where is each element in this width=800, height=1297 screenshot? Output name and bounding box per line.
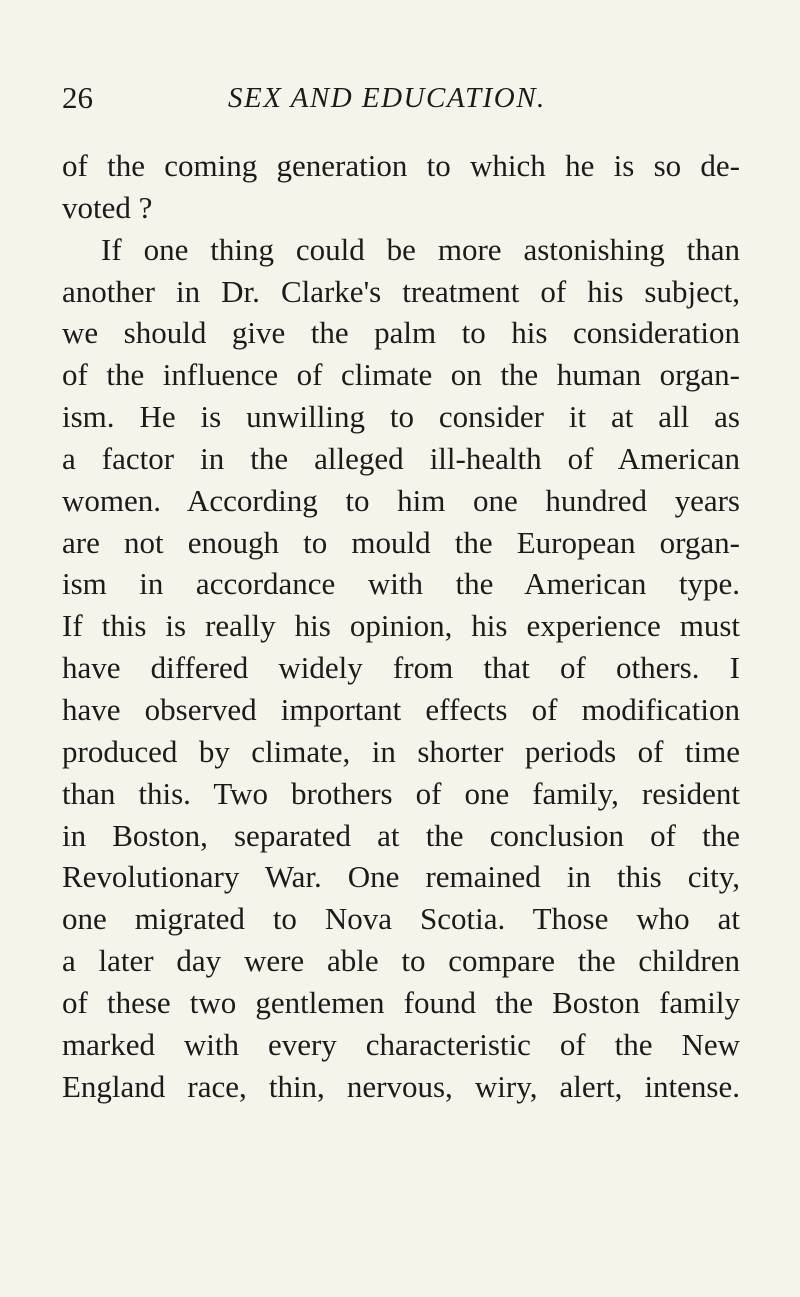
text-line: have observed important effects of modification [62,691,740,727]
running-title: SEX AND EDUCATION. [228,82,546,114]
text-line: of these two gentlemen found the Boston family [62,984,740,1020]
text-line: If this is really his opinion, his experience must [62,608,740,644]
text-line: voted ? [62,189,153,225]
text-line: of the coming generation to which he is so de- [62,148,740,183]
text-line: a factor in the alleged ill-health of American [62,440,740,476]
text-line: in Boston, separated at the conclusion of the [62,817,740,853]
text-line: are not enough to mould the European organ- [62,524,740,560]
text-line: Revolutionary War. One remained in this city, [62,859,740,895]
text-line: ism. He is unwilling to consider it at all as [62,399,740,435]
text-line: women. According to him one hundred years [62,482,740,518]
text-line: have differed widely from that of others. I [62,650,740,686]
text-line: one migrated to Nova Scotia. Those who at [62,901,740,937]
text-line: If one thing could be more astonishing than [101,231,740,267]
body-text [62,145,740,1107]
text-line: of the influence of climate on the human organ- [62,357,740,393]
text-line: we should give the palm to his consideration [62,315,740,351]
running-head [62,78,742,118]
text-line: another in Dr. Clarke's treatment of his subject, [62,273,740,309]
text-line: marked with every characteristic of the New [62,1026,740,1062]
text-line: ism in accordance with the American type. [62,566,740,602]
page-number: 26 [62,80,93,115]
text-line: produced by climate, in shorter periods of time [62,733,740,769]
text-line: than this. Two brothers of one family, resident [62,775,740,811]
text-line: a later day were able to compare the children [62,943,740,979]
text-line: England race, thin, nervous, wiry, alert, intense. [62,1068,740,1104]
